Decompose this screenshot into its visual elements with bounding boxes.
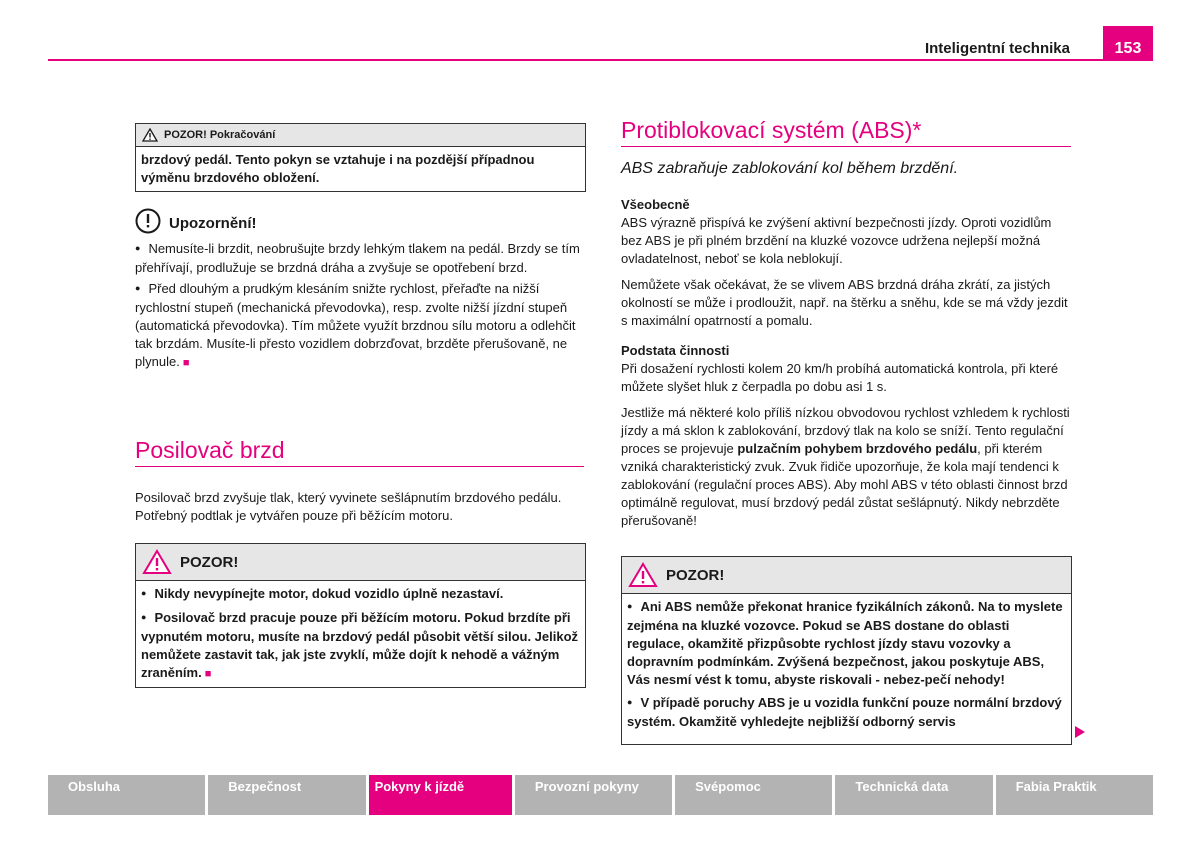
general-paragraph-1: ABS výrazně přispívá ke zvýšení aktivní bezpečnosti jízdy. Oproti vozidlům bez ABS je při plném brzdění na kluzké vozovce udržena nejlepší možná ovladatelnost, neboť se kola neblokují. xyxy=(621,215,1052,266)
nav-tab-svepomoc[interactable]: Svépomoc xyxy=(675,775,832,815)
chapter-nav xyxy=(48,775,1153,815)
warning-box-header xyxy=(622,557,1071,594)
note-item-2: ● Před dlouhým a prudkým klesáním snižte rychlost, přeřaďte na nižší rychlostní stupeň (mechanická převodovka), resp. zvolte nižší jízdní stupeň (automatická převodovka). Tím můžete využít brzdnou sílu motoru a odlehčit tak brzdám. Musíte-li přesto vozidlem dobrzďovat, brzděte přerušovaně, ne plynule. ■ xyxy=(135,280,585,372)
nav-tab-obsluha[interactable]: Obsluha xyxy=(48,775,205,815)
section-rule-brake-booster xyxy=(135,466,584,467)
running-header-title: Inteligentní technika xyxy=(924,40,1070,57)
warning-continued-text: brzdový pedál. Tento pokyn se vztahuje i na pozdější případnou výměnu brzdového obložení. xyxy=(141,152,535,185)
warning-box-body xyxy=(622,594,1071,735)
section-title-abs: Protiblokovací systém (ABS)* xyxy=(621,117,922,143)
warning-box-title: POZOR! xyxy=(180,553,239,571)
note-item-1: ● Nemusíte-li brzdit, neobrušujte brzdy lehkým tlakem na pedál. Brzdy se tím přehřívají, prodlužuje se brzdná dráha a zvyšuje se opotřebení brzd. xyxy=(135,240,585,277)
principle-heading: Podstata činnosti xyxy=(621,343,730,358)
warning-item-1: ● Nikdy nevypínejte motor, dokud vozidlo úplně nezastaví. xyxy=(141,585,580,604)
header-rule xyxy=(48,59,1153,61)
warning-box-abs xyxy=(621,556,1072,745)
general-heading: Všeobecně xyxy=(621,197,690,212)
nav-tab-bezpecnost[interactable]: Bezpečnost xyxy=(208,775,365,815)
page-number: 153 xyxy=(1103,26,1153,61)
abs-text-block xyxy=(621,196,1071,530)
nav-tab-provozni-pokyny[interactable]: Provozní pokyny xyxy=(515,775,672,815)
nav-tab-fabia-praktik[interactable]: Fabia Praktik xyxy=(996,775,1153,815)
note-title: Upozornění! xyxy=(169,215,257,232)
warning-item-2: ● Posilovač brzd pracuje pouze při běžícím motoru. Pokud brzdíte při vypnutém motoru, musíte na brzdový pedál působit větší silou. Jelikož nemůžete zastavit tak, jak jste zvyklí, může dojít k nehodě a vážným zraněním. ■ xyxy=(141,609,580,683)
general-paragraph-2: Nemůžete však očekávat, že se vlivem ABS brzdná dráha zkrátí, za jistých okolností se může i prodloužit, např. na štěrku a sněhu, kde se má vždy jezdit s maximální opatrností a pomalu. xyxy=(621,277,1068,328)
warning-box-title: POZOR! xyxy=(666,566,725,584)
warning-continued-header xyxy=(136,124,585,147)
end-marker-icon: ■ xyxy=(182,357,190,369)
continue-arrow-icon[interactable] xyxy=(1074,725,1086,739)
warning-continued-box xyxy=(135,123,586,192)
note-header xyxy=(135,208,585,234)
warning-continued-title: POZOR! Pokračování xyxy=(164,129,276,141)
principle-paragraph-2: Jestliže má některé kolo příliš nízkou obvodovou rychlost vzhledem k rychlosti jízdy a má sklon k zablokování, brzdový tlak na kolo se sníží. Tento regulační proces se projevuje pulzačním pohybem brzdového pedálu, při kterém vzniká charakteristický zvuk. Zvuk řidiče upozorňuje, že kola mají tendenci k zablokování (regulační proces ABS). Aby mohl ABS v této oblasti činnost brzd optimálně regulovat, musí brzdový pedál zůstat sešlápnutý. Nikdy nebrzděte přerušovaně! xyxy=(621,405,1070,528)
note-block xyxy=(135,208,585,372)
abs-subtitle: ABS zabraňuje zablokování kol během brzdění. xyxy=(621,160,959,177)
warning-triangle-icon xyxy=(142,549,172,575)
section-title-brake-booster: Posilovač brzd xyxy=(135,437,285,463)
principle-paragraph-1: Při dosažení rychlosti kolem 20 km/h probíhá automatická kontrola, při které můžete slyšet hluk z čerpadla po dobu asi 1 s. xyxy=(621,361,1059,394)
warning-box-body xyxy=(136,581,585,687)
warning-item-2: ● V případě poruchy ABS je u vozidla funkční pouze normální brzdový systém. Okamžitě vyhledejte nejbližší odborný servis xyxy=(627,694,1066,731)
warning-box-brake-booster xyxy=(135,543,586,688)
warning-triangle-icon xyxy=(142,128,158,142)
nav-tab-technicka-data[interactable]: Technická data xyxy=(835,775,992,815)
section-rule-abs xyxy=(621,146,1071,147)
exclamation-circle-icon xyxy=(135,208,161,234)
nav-tab-pokyny-k-jizde[interactable]: Pokyny k jízdě xyxy=(369,775,512,815)
warning-box-header xyxy=(136,544,585,581)
brake-booster-text: Posilovač brzd zvyšuje tlak, který vyvinete sešlápnutím brzdového pedálu. Potřebný podtlak je vytvářen pouze při běžícím motoru. xyxy=(135,490,562,523)
warning-item-1: ● Ani ABS nemůže překonat hranice fyzikálních zákonů. Na to myslete zejména na kluzké vozovce. Pokud se ABS dostane do oblasti regulace, okamžitě přizpůsobte rychlost jízdy stavu vozovky a dopravním podmínkám. Zvýšená bezpečnost, jakou poskytuje ABS, Vás nesmí vést k tomu, abyste riskovali - nebez-pečí nehody! xyxy=(627,598,1066,689)
warning-triangle-icon xyxy=(628,562,658,588)
end-marker-icon: ■ xyxy=(204,668,212,680)
